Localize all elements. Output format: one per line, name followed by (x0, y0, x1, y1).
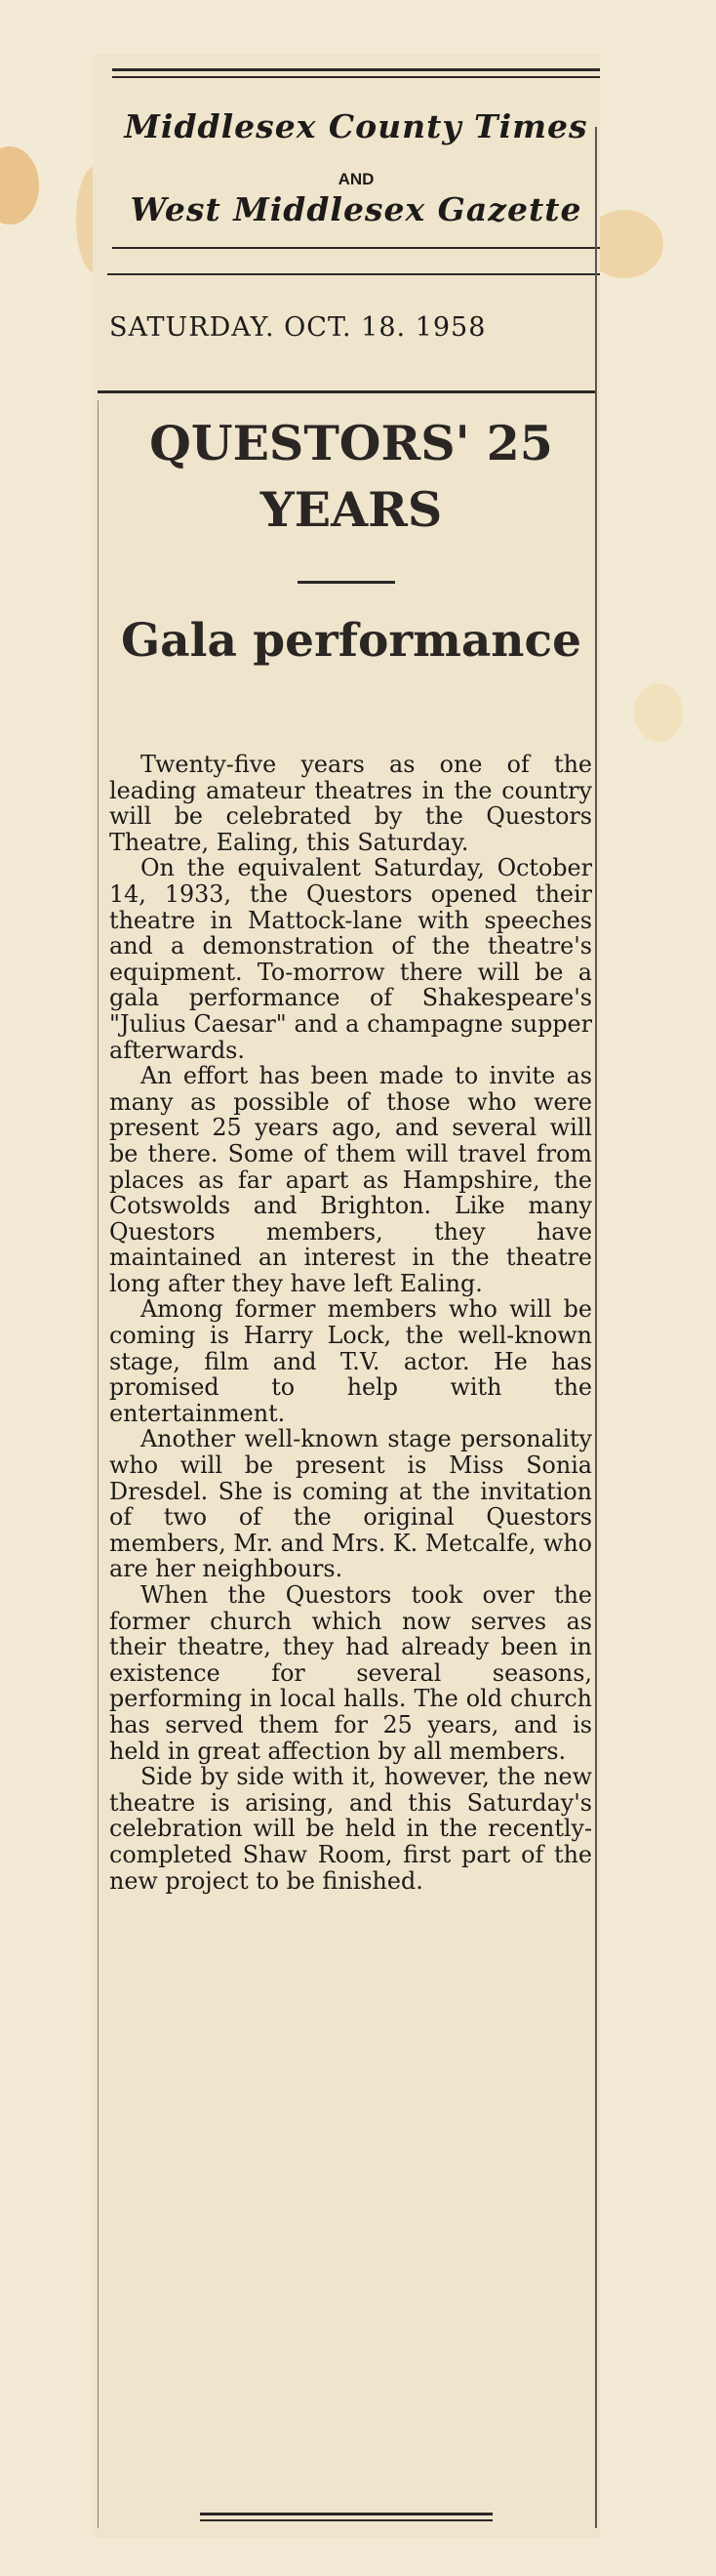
masthead-top-rule (112, 76, 600, 78)
end-rule (200, 2513, 493, 2515)
masthead-bottom-rule (112, 247, 600, 249)
column-rule (595, 127, 597, 2528)
column-rule (98, 400, 99, 2528)
date-bottom-rule (98, 390, 597, 393)
article-paragraph: Among former members who will be coming is Harry Lock, the well-known stage, film and T.V. actor. He has promised to help with the entertainment. (109, 1295, 592, 1427)
publication-date: SATURDAY. OCT. 18. 1958 (109, 312, 487, 343)
article-paragraph: Side by side with it, however, the new theatre is arising, and this Saturday's celebration will be held in the recently-completed Shaw Room, first part of the new project to be finished. (109, 1763, 592, 1895)
date-top-rule (107, 273, 600, 275)
article-paragraph: Another well-known stage personality who will be present is Miss Sonia Dresdel. She is coming at the invitation of two of the original Questors members, Mr. and Mrs. K. Metcalfe, who are her neighbours. (109, 1425, 592, 1583)
masthead-title: Middlesex County Times (124, 107, 588, 145)
masthead-and: AND (338, 170, 375, 188)
article-paragraph: An effort has been made to invite as many as possible of those who were present 25 years ago, and several will be there. Some of them will travel from places as far apart as Hampshire, the Cotswolds and Brighton. Like many Questors members, they have maintained an interest in the theatre long after they have left Ealing. (109, 1062, 592, 1297)
article-body (109, 752, 592, 1894)
article-paragraph: When the Questors took over the former church which now serves as their theatre, they had already been in existence for several seasons, performing in local halls. The old church has served them for 25 years, and is held in great affection by all members. (109, 1581, 592, 1765)
subheadline: Gala performance (121, 614, 581, 668)
masthead (112, 68, 600, 254)
headline-divider (298, 581, 395, 584)
masthead-top-rule (112, 68, 600, 71)
article-paragraph: Twenty-five years as one of the leading amateur theatres in the country will be celebrated by the Questors Theatre, Ealing, this Saturday. (109, 751, 592, 856)
end-rule (200, 2519, 493, 2521)
masthead-subtitle: West Middlesex Gazette (130, 190, 582, 228)
headline: QUESTORS' 25 YEARS (149, 415, 553, 538)
article-paragraph: On the equivalent Saturday, October 14, 1933, the Questors opened their theatre in Mattock-lane with speeches and a demonstration of the theatre's equipment. To-morrow there will be a gala performance of Shakespeare's "Julius Caesar" and a champagne supper afterwards. (109, 854, 592, 1064)
